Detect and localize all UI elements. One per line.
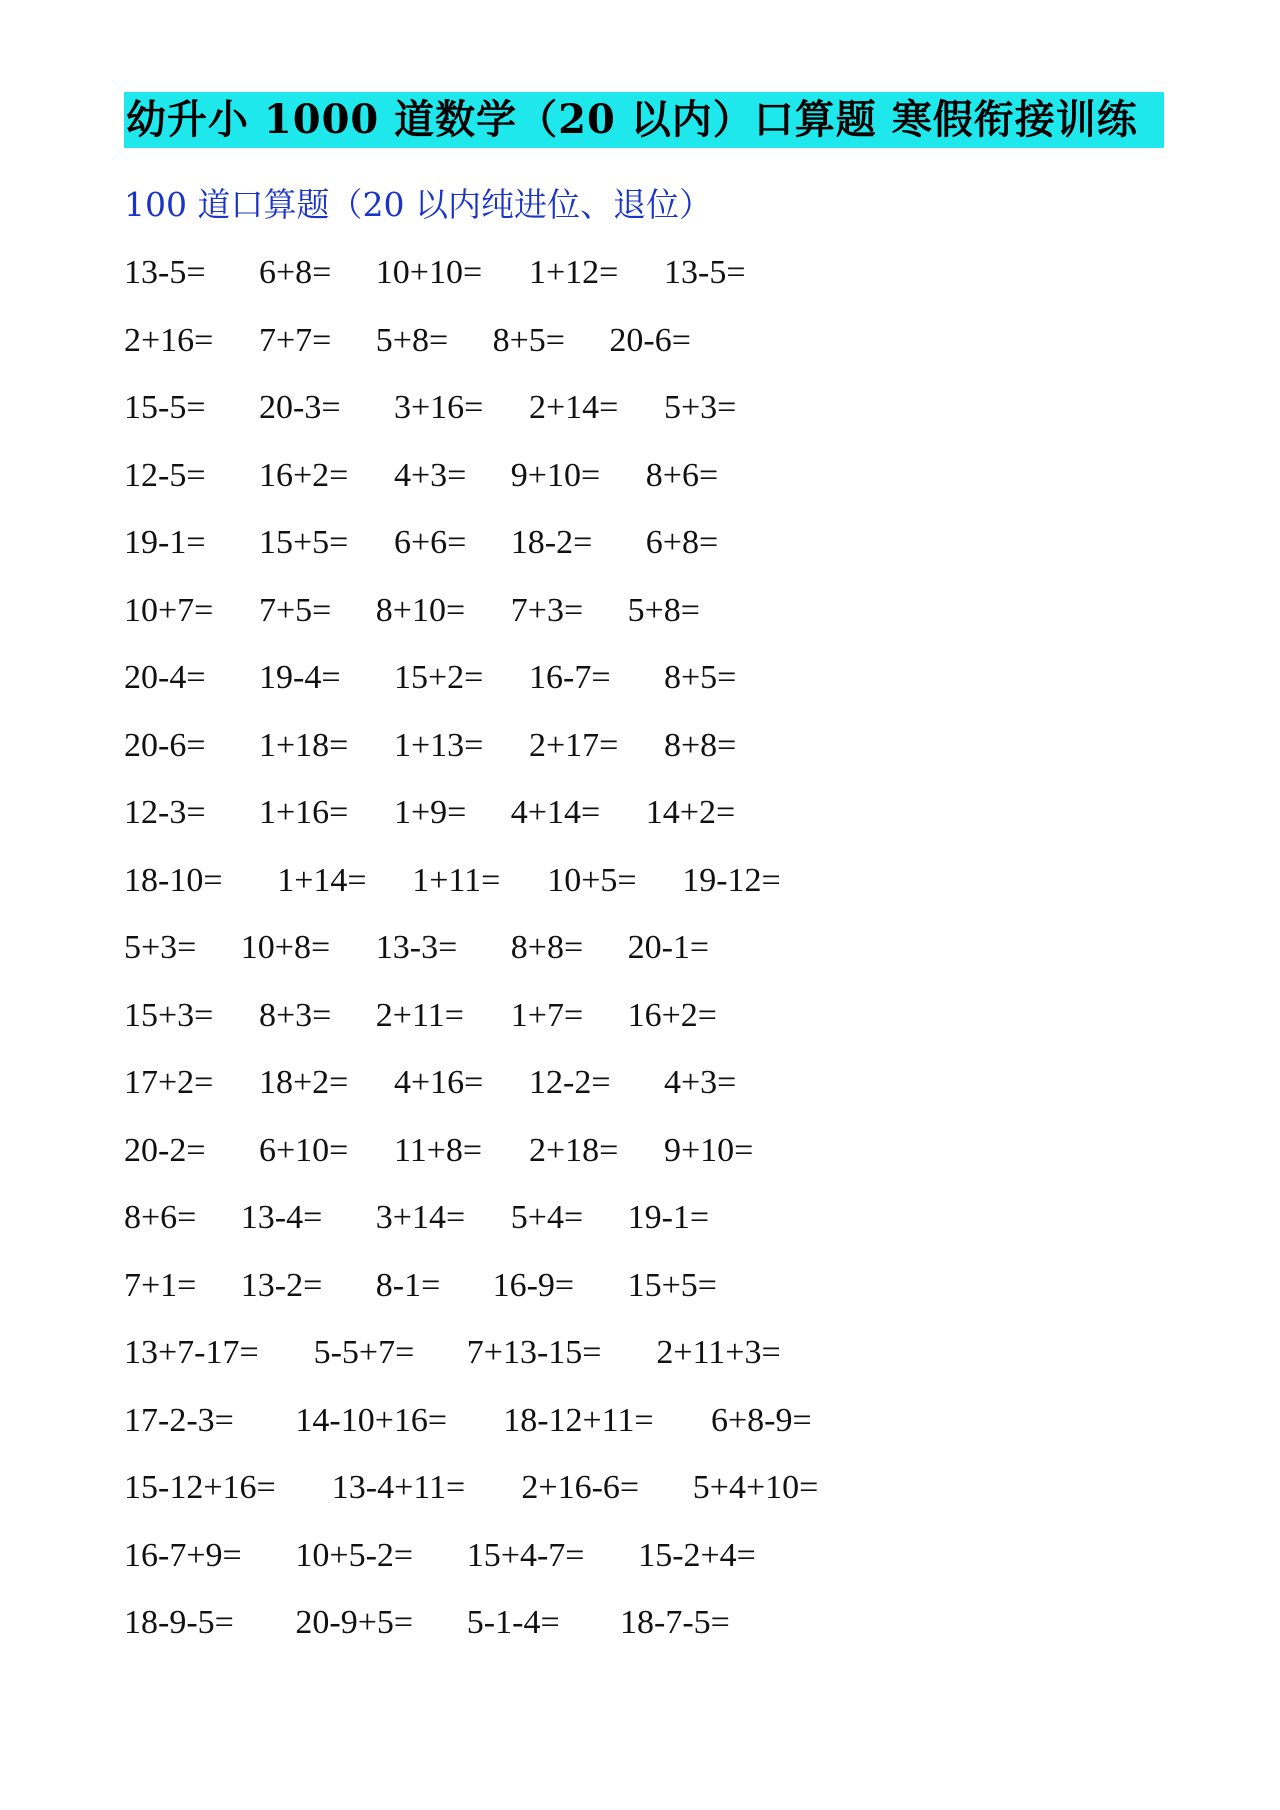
problem: 4+3= — [664, 1064, 737, 1101]
problem: 20-9+5= — [295, 1604, 414, 1641]
problem: 8+6= — [645, 456, 719, 494]
problem: 19-4= — [259, 659, 341, 696]
problem: 20-1= — [627, 929, 710, 966]
problem: 18-12+11= — [503, 1401, 654, 1439]
problem: 1+12= — [529, 254, 619, 291]
problem: 17+2= — [124, 1064, 214, 1101]
problem: 8+8= — [510, 929, 584, 966]
problem: 10+5-2= — [295, 1536, 414, 1574]
problem: 20-3= — [259, 389, 341, 426]
problem: 20-6= — [609, 321, 691, 359]
problem: 3+16= — [394, 389, 484, 426]
problem: 2+14= — [529, 389, 619, 426]
problem: 5-1-4= — [466, 1604, 560, 1641]
problem: 19-1= — [124, 524, 206, 561]
problem: 13-5= — [664, 254, 746, 291]
problem: 4+16= — [394, 1064, 484, 1101]
problem: 3+14= — [375, 1199, 466, 1236]
problem: 1+7= — [510, 996, 584, 1034]
problem: 4+3= — [394, 456, 467, 494]
problem: 18-10= — [124, 861, 223, 899]
problem: 12-5= — [124, 456, 206, 494]
problem: 16-7+9= — [124, 1536, 242, 1574]
problem: 1+16= — [259, 794, 349, 831]
problem: 1+14= — [277, 861, 367, 899]
page-title: 幼升小 1000 道数学（20 以内）口算题 寒假衔接训练 — [124, 92, 1164, 148]
problem: 1+18= — [259, 726, 349, 764]
problem: 8+10= — [375, 591, 466, 629]
problem: 14-10+16= — [295, 1401, 448, 1439]
problem: 4+14= — [510, 794, 601, 831]
problem: 13-2= — [240, 1266, 323, 1304]
problem: 2+16-6= — [521, 1469, 640, 1506]
problem: 8+6= — [124, 1199, 197, 1236]
problem: 7+7= — [259, 321, 332, 359]
problem: 8+3= — [259, 996, 332, 1034]
problem: 14+2= — [645, 794, 736, 831]
problem: 15+3= — [124, 996, 214, 1034]
problem: 10+8= — [240, 929, 331, 966]
problem: 7+5= — [259, 591, 332, 629]
problem: 5-5+7= — [313, 1334, 415, 1371]
problem: 5+8= — [627, 591, 700, 629]
problem: 2+18= — [529, 1131, 619, 1169]
problem: 2+17= — [529, 726, 619, 764]
problem: 13+7-17= — [124, 1334, 259, 1371]
problem: 2+16= — [124, 321, 214, 359]
problem: 17-2-3= — [124, 1401, 234, 1439]
problem: 20-2= — [124, 1131, 206, 1169]
problem: 5+3= — [664, 389, 737, 426]
problem: 16-9= — [492, 1266, 575, 1304]
problem: 2+11= — [375, 996, 464, 1034]
problem: 12-2= — [529, 1064, 611, 1101]
problem: 6+8= — [645, 524, 719, 561]
problem: 6+10= — [259, 1131, 349, 1169]
problem: 13-4= — [240, 1199, 323, 1236]
problem: 8+5= — [492, 321, 565, 359]
problem: 1+11= — [412, 861, 501, 899]
problem: 5+3= — [124, 929, 197, 966]
problem: 10+10= — [375, 254, 483, 291]
problem: 18-2= — [510, 524, 593, 561]
problem: 15+5= — [627, 1266, 717, 1304]
problem: 15+5= — [259, 524, 349, 561]
problem: 16+2= — [627, 996, 717, 1034]
problem: 15-2+4= — [638, 1536, 756, 1574]
problem: 7+13-15= — [466, 1334, 602, 1371]
problem: 18-9-5= — [124, 1604, 234, 1641]
problem: 11+8= — [394, 1131, 483, 1169]
problem: 13-5= — [124, 254, 206, 291]
problem: 10+7= — [124, 591, 214, 629]
problem: 19-12= — [682, 861, 781, 899]
problem: 8+8= — [664, 726, 737, 764]
problem: 15-12+16= — [124, 1469, 276, 1506]
problem: 20-4= — [124, 659, 206, 696]
problem: 13-4+11= — [331, 1469, 466, 1506]
problem: 8-1= — [375, 1266, 441, 1304]
problem: 5+4= — [510, 1199, 584, 1236]
problem: 1+13= — [394, 726, 484, 764]
problem: 6+8-9= — [711, 1401, 812, 1439]
problem: 12-3= — [124, 794, 206, 831]
problem: 6+8= — [259, 254, 332, 291]
problem: 13-3= — [375, 929, 458, 966]
problem: 6+6= — [394, 524, 467, 561]
problem: 15+4-7= — [466, 1536, 585, 1574]
problem: 7+3= — [510, 591, 584, 629]
problem: 8+5= — [664, 659, 737, 696]
problem: 7+1= — [124, 1266, 197, 1304]
problem: 20-6= — [124, 726, 206, 764]
problem: 9+10= — [664, 1131, 754, 1169]
problem: 5+8= — [375, 321, 449, 359]
problem: 5+4+10= — [692, 1469, 819, 1506]
problem: 1+9= — [394, 794, 467, 831]
problem: 2+11+3= — [656, 1334, 781, 1371]
problem: 19-1= — [627, 1199, 710, 1236]
problem: 10+5= — [547, 861, 637, 899]
problem: 18-7-5= — [620, 1604, 730, 1641]
problem: 16+2= — [259, 456, 349, 494]
section-subtitle: 100 道口算题（20 以内纯进位、退位） — [124, 185, 712, 224]
problem: 9+10= — [510, 456, 601, 494]
problem: 18+2= — [259, 1064, 349, 1101]
problem: 15+2= — [394, 659, 484, 696]
problem: 16-7= — [529, 659, 611, 696]
problem: 15-5= — [124, 389, 206, 426]
